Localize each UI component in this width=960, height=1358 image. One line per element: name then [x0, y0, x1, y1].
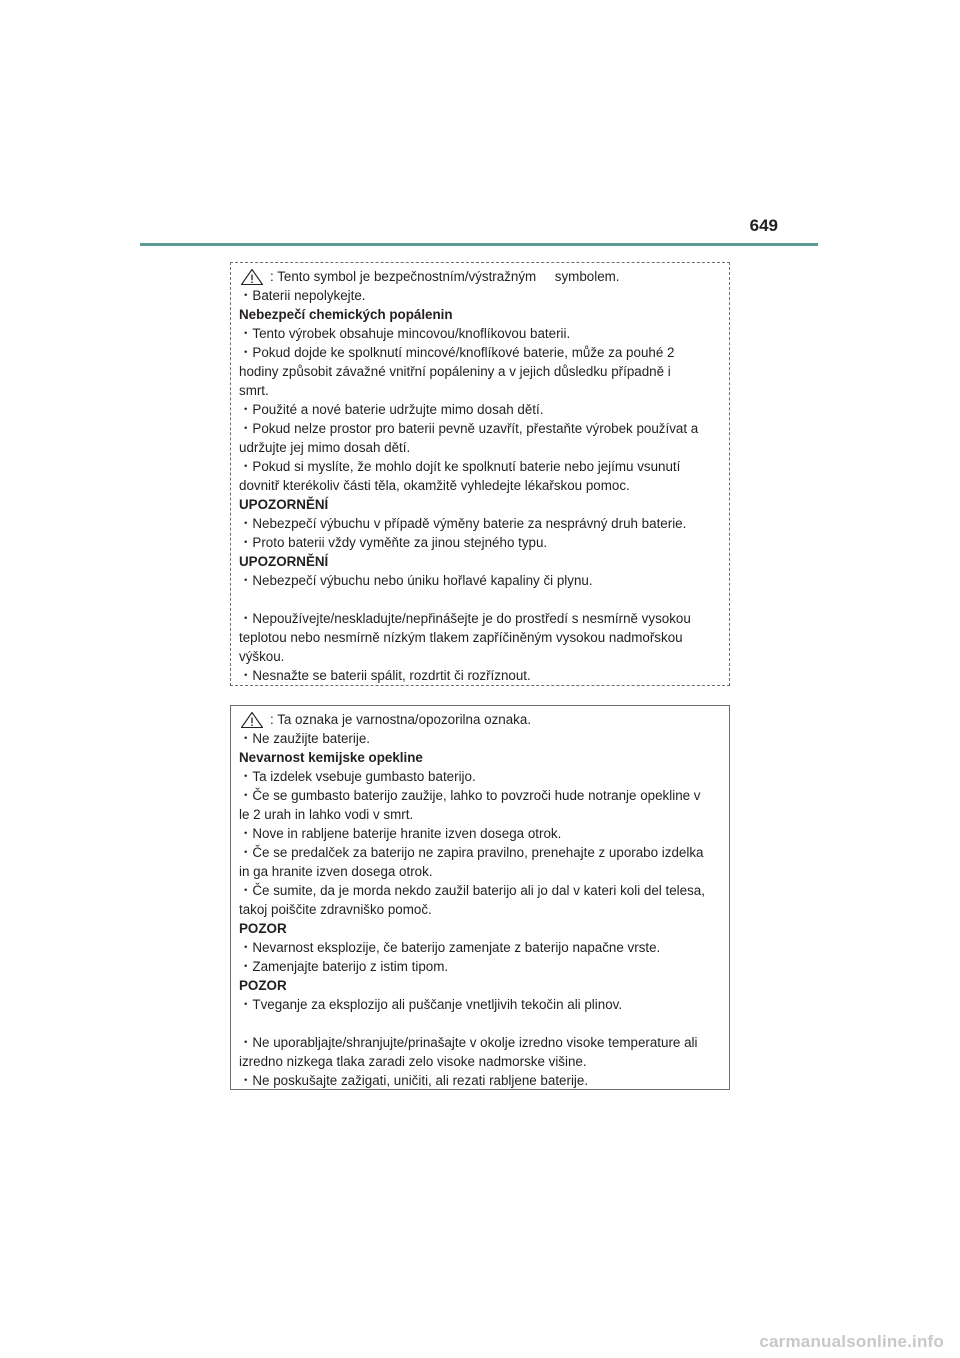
heading-line: UPOZORNĚNÍ — [239, 554, 329, 569]
blank-line — [239, 590, 721, 609]
text-line: ・Baterii nepolykejte. — [239, 288, 366, 303]
text-line: ・Nove in rabljene baterije hranite izven dosega otrok. — [239, 826, 562, 841]
text-line: izredno nizkega tlaka zaradi zelo visoke nadmorske višine. — [239, 1054, 587, 1069]
text-line: ・Če sumite, da je morda nekdo zaužil baterijo ali jo dal v kateri koli del telesa, — [239, 883, 705, 898]
heading-line: POZOR — [239, 921, 287, 936]
slovenian-warning-box — [230, 705, 730, 1090]
text-line: teplotou nebo nesmírně nízkým tlakem zapříčiněným vysokou nadmořskou — [239, 630, 683, 645]
text-line: dovnitř kterékoliv části těla, okamžitě vyhledejte lékařskou pomoc. — [239, 478, 630, 493]
czech-symbol-line — [239, 267, 721, 286]
text-line: ・Proto baterii vždy vyměňte za jinou stejného typu. — [239, 535, 548, 550]
text-line: ・Ne poskušajte zažigati, uničiti, ali rezati rabljene baterije. — [239, 1073, 589, 1088]
text-line: udržujte jej mimo dosah dětí. — [239, 440, 411, 455]
text-line: ・Ta izdelek vsebuje gumbasto baterijo. — [239, 769, 476, 784]
text-line: ・Tento výrobek obsahuje mincovou/knoflíkovou baterii. — [239, 326, 571, 341]
czech-lines — [239, 286, 721, 685]
text-line: ・Pokud dojde ke spolknutí mincové/knoflíkové baterie, může za pouhé 2 — [239, 345, 675, 360]
watermark: carmanualsonline.info — [759, 1332, 944, 1351]
header-rule — [140, 243, 818, 246]
text-line: takoj poiščite zdravniško pomoč. — [239, 902, 432, 917]
text-line: ・Zamenjajte baterijo z istim tipom. — [239, 959, 449, 974]
slovenian-symbol-text: : Ta oznaka je varnostna/opozorilna oznaka. — [270, 712, 532, 727]
blank-line — [239, 1014, 721, 1033]
text-line: ・Pokud si myslíte, že mohlo dojít ke spolknutí baterie nebo jejímu vsunutí — [239, 459, 681, 474]
czech-warning-box — [230, 262, 730, 686]
text-line: ・Ne uporabljajte/shranjujte/prinašajte v okolje izredno visoke temperature ali — [239, 1035, 698, 1050]
text-line: ・Če se gumbasto baterijo zaužije, lahko to povzroči hude notranje opekline v — [239, 788, 701, 803]
text-line: le 2 urah in lahko vodi v smrt. — [239, 807, 414, 822]
slovenian-lines — [239, 729, 721, 1090]
czech-symbol-text: : Tento symbol je bezpečnostním/výstražným symbolem. — [270, 269, 620, 284]
text-line: ・Nebezpečí výbuchu nebo úniku hořlavé kapaliny či plynu. — [239, 573, 593, 588]
text-line: ・Pokud nelze prostor pro baterii pevně uzavřít, přestaňte výrobek používat a — [239, 421, 699, 436]
heading-line: POZOR — [239, 978, 287, 993]
text-line: ・Nebezpečí výbuchu v případě výměny baterie za nesprávný druh baterie. — [239, 516, 687, 531]
text-line: ・Nevarnost eksplozije, če baterijo zamenjate z baterijo napačne vrste. — [239, 940, 661, 955]
text-line: in ga hranite izven dosega otrok. — [239, 864, 433, 879]
warning-triangle-icon — [240, 711, 266, 729]
text-line: ・Ne zaužijte baterije. — [239, 731, 370, 746]
text-line: hodiny způsobit závažné vnitřní popáleniny a v jejich důsledku případně i — [239, 364, 671, 379]
text-line: ・Použité a nové baterie udržujte mimo dosah dětí. — [239, 402, 544, 417]
text-line: výškou. — [239, 649, 285, 664]
heading-line: UPOZORNĚNÍ — [239, 497, 329, 512]
text-line: ・Tveganje za eksplozijo ali puščanje vnetljivih tekočin ali plinov. — [239, 997, 623, 1012]
text-line: ・Nepoužívejte/neskladujte/nepřinášejte je do prostředí s nesmírně vysokou — [239, 611, 691, 626]
text-line: ・Če se predalček za baterijo ne zapira pravilno, prenehajte z uporabo izdelka — [239, 845, 704, 860]
text-line: smrt. — [239, 383, 269, 398]
warning-triangle-icon — [240, 268, 266, 286]
heading-line: Nebezpečí chemických popálenin — [239, 307, 453, 322]
text-line: ・Nesnažte se baterii spálit, rozdrtit či rozříznout. — [239, 668, 531, 683]
heading-line: Nevarnost kemijske opekline — [239, 750, 423, 765]
page-number: 649 — [749, 216, 778, 235]
slovenian-symbol-line — [239, 710, 721, 729]
